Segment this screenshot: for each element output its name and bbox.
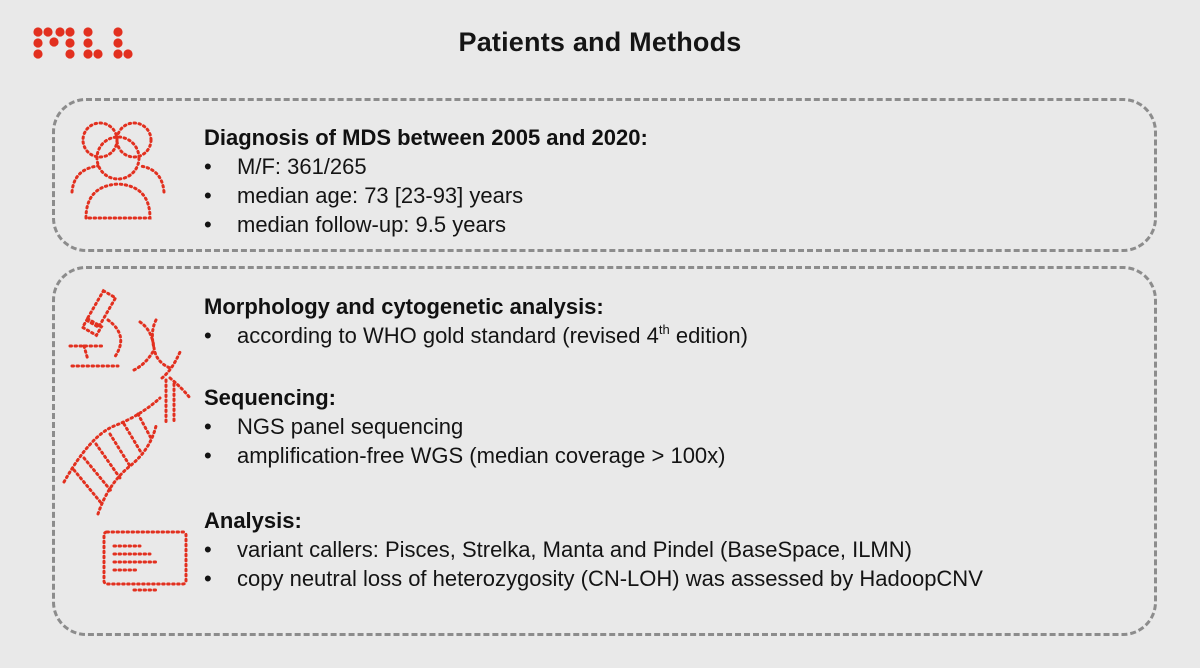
monitor-icon — [100, 528, 190, 598]
list-item — [204, 181, 648, 210]
list-item-text: copy neutral loss of heterozygosity (CN-LOH) was assessed by HadoopCNV — [237, 566, 983, 591]
bullet: • — [204, 183, 212, 208]
analysis-section — [204, 506, 983, 593]
slide-title: Patients and Methods — [458, 27, 742, 57]
list-item — [204, 535, 983, 564]
analysis-heading: Analysis: — [204, 508, 302, 533]
list-item — [204, 564, 983, 593]
list-item-text: median follow-up: 9.5 years — [237, 212, 507, 237]
bullet: • — [204, 414, 212, 439]
list-item — [204, 412, 726, 441]
dna-helix-icon — [60, 396, 164, 518]
list-item — [204, 152, 648, 181]
list-item-text: variant callers: Pisces, Strelka, Manta and Pindel (BaseSpace, ILMN) — [237, 537, 912, 562]
sequencing-section — [204, 383, 726, 470]
list-item-text: amplification-free WGS (median coverage > 100x) — [237, 443, 726, 468]
patients-section — [204, 123, 648, 239]
list-item — [204, 441, 726, 470]
patients-heading: Diagnosis of MDS between 2005 and 2020: — [204, 125, 648, 150]
bullet: • — [204, 154, 212, 179]
bullet: • — [204, 537, 212, 562]
list-item-text: according to WHO gold standard (revised 4 — [237, 323, 659, 348]
superscript: th — [658, 321, 670, 337]
morphology-section — [204, 292, 748, 350]
microscope-icon — [64, 286, 134, 378]
morphology-heading: Morphology and cytogenetic analysis: — [204, 294, 604, 319]
list-item-text: M/F: 361/265 — [237, 154, 367, 179]
bullet: • — [204, 212, 212, 237]
bullet: • — [204, 443, 212, 468]
list-item-text: median age: 73 [23-93] years — [237, 183, 524, 208]
sequencing-heading: Sequencing: — [204, 385, 337, 410]
list-item-text: edition) — [669, 323, 748, 348]
list-item — [204, 210, 648, 239]
bullet: • — [204, 566, 212, 591]
people-group-icon — [68, 114, 168, 224]
list-item — [204, 321, 748, 350]
bullet: • — [204, 323, 212, 348]
list-item-text: NGS panel sequencing — [237, 414, 464, 439]
